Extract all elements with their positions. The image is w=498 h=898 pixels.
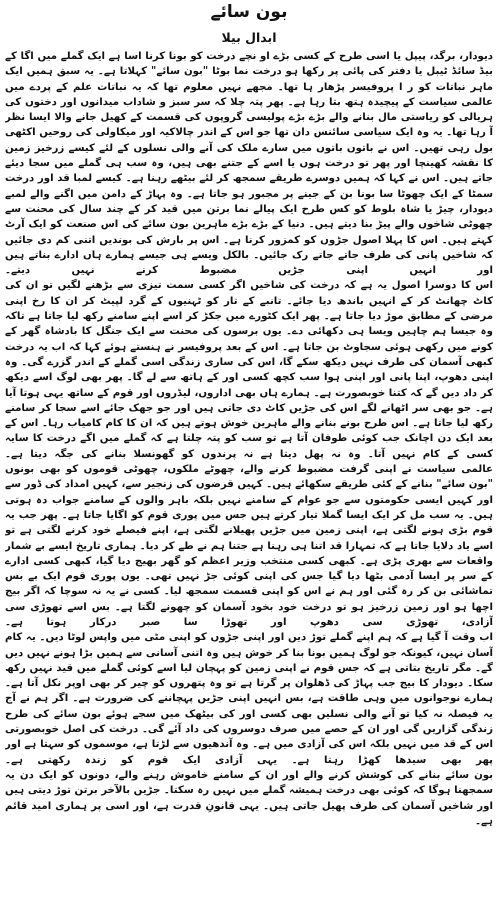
paragraph: دیودار، برگد، پیپل یا اسی طرح کے کسی بڑے او نچے درخت کو بونا کرنا اسا ہے ایک گملے میں اگا کے بیڈ سائڈ ٹیبل یا دفتر کی پائی پر رکھا ہو درخت نما بوٹا "بون سائے" کہلاتا ہے۔ یہ سبق ہمیں ایک ماہر نباتات کو ر ا پروفیسر پڑھار ہا تھا۔ مجھے نہیں معلوم تھا کہ یہ نباتات علم کے پردے میں عالمی سیاست کے پیچیدہ ہتھ بتا رہا ہے۔ پھر پتہ چلا کہ سر سبز و شاداب میدانوں اور دختوں کی ہریالی کو ریاستی مال بنانے والے بڑے بڑے پولیسی گروپوں کی قسمت کے کھیل جانے والا ایسا نظر آ رہا تھا۔ یہ وہ ایک سیاسی سائنس دان تھا جو اس کے اندر چالاکیہ اور میکاولی کی روحیں اکٹھی بول رہی تھیں۔ اس نے باتوں باتوں میں سارے ملک کی آنے والی نسلوں کے لئے کیسے زرخیز زمین کا نقشہ کھینچا اور پھر تو درخت ہوں یا اسے کے جتنے بھی ہیں، وہ سب ہی گملے میں سجا دیئے جاتے ہیں۔ اس نے کہا کہ ہمیں دوسرے طریقے سمجھ کر لئے بیٹھے رہنا ہے۔ کیسے لمبا قد اور درخت سمٹا کے ایک چھوٹا سا بونا بن کے جینے پر مجبور ہو جاتا ہے۔ وہ پہاڑ کے دامن میں اگنے والے لمبے دیودار، چیڑ یا شاہ بلوط کو کس طرح ایک پیالے نما برتن میں قید کر کے چند سال کی محنت سے چھوٹی شاخوں والے پیڑ بنا دیتے ہیں۔ دنیا کے بڑے بڑے ماہرین بون سائے کی اس صنعت کو ایک آرٹ کہتے ہیں۔ اس کا پہلا اصول جڑوں کو کمزور کرنا ہے۔ اس پر بارش کی بوندیں اتنی کم دی جائیں کہ شاخیں پانی کی طرف جاتے جاتے رک جائیں۔ بالکل ویسے ہی جیسے ہمارے ہاں ادارے بناتے ہیں اور انہیں اپنی جڑیں مضبوط کرنے نہیں دیتے۔ <box>5 51 493 277</box>
paragraph: اب وقت آ گیا ہے کہ ہم اپنے گملے توڑ دیں اور اپنی جڑوں کو اپنی مٹی میں واپس لوٹا دیں۔ یہ کام آسان نہیں، کیونکہ جو لوگ ہمیں بونا بنا کر خوش ہیں وہ اتنی آسانی سے ہمیں بڑا ہونے نہیں دیں گے۔ مگر تاریخ بتاتی ہے کہ جس قوم نے اپنی زمین کو پہچان لیا اسے کوئی گملے میں قید نہیں رکھ سکا۔ دیودار کا بیج جب پہاڑ کی ڈھلوان پر گرتا ہے تو وہ پتھروں کو چیر کر بھی اوپر نکل آتا ہے۔ ہمارے نوجوانوں میں وہی طاقت ہے، بس انہیں اپنی جڑیں پہچاننے کی ضرورت ہے۔ اگر ہم نے آج یہ فیصلہ نہ کیا تو آنے والی نسلیں بھی کسی اور کی بیٹھک میں سجے ہوئے بون سائے کی طرح زندگی گزاریں گی اور ان کے حصے میں صرف دوسروں کی داد آئے گی۔ درخت کی اصل خوبصورتی اس کے قد میں نہیں بلکہ اس کی آزادی میں ہے۔ وہ آندھیوں سے لڑتا ہے، موسموں کو سہتا ہے اور پھر بھی سیدھا کھڑا رہتا ہے۔ یہی آزادی ایک قوم کو زندہ رکھتی ہے۔ <box>5 632 493 766</box>
article-body <box>5 49 493 895</box>
paragraph: عالمی سیاست نے اپنی گرفت مضبوط کرنے والے، چھوٹے ملکوں، چھوٹی قوموں کو بھی بونوں "بون سائے" بنانے کے کئی طریقے سکھائے ہیں۔ کہیں قرضوں کی زنجیر سے، کہیں امداد کی ڈور سے اور کہیں ایسی حکومتوں سے جو عوام کے سامنے نہیں بلکہ باہر والوں کے سامنے جواب دہ ہوتی ہیں۔ یہ سب مل کر ایک ایسا گملا تیار کرتے ہیں جس میں پوری قوم کو اگایا جاتا ہے۔ پھر جب یہ قوم بڑی ہونے لگتی ہے، اپنی زمین میں جڑیں پھیلانے لگتی ہے، اپنے فیصلے خود کرنے لگتی ہے تو اسے یاد دلایا جاتا ہے کہ تمہارا قد اتنا ہی رہنا ہے جتنا ہم نے طے کر دیا۔ ہماری تاریخ ایسے بے شمار واقعات سے بھری پڑی ہے۔ کبھی کسی منتخب وزیر اعظم کو گھر بھیج دیا گیا، کبھی کسی ادارے کے سر پر ایسا آدمی بٹھا دیا گیا جس کی اپنی کوئی جڑ نہیں تھی۔ یوں پوری قوم ایک بے بس تماشائی بن کر رہ گئی اور ہم نے اس کو اپنی قسمت سمجھ لیا۔ کسی نے یہ نہ سوچا کہ اگر بیج اچھا ہو اور زمین زرخیز ہو تو درخت خود بخود آسمان کو چھونے لگتا ہے۔ بس اسے تھوڑی سی آزادی، تھوڑی سی دھوپ اور تھوڑا سا صبر درکار ہوتا ہے۔ <box>5 464 493 628</box>
column-title: بون سائے <box>210 2 288 22</box>
paragraph: بون سائے بنانے کی کوشش کرنے والے اور ان کے سامنے خاموش رہنے والے، دونوں کو ایک دن یہ سمجھنا ہوگا کہ کوئی بھی درخت ہمیشہ گملے میں نہیں رہ سکتا۔ جڑیں بالآخر برتن توڑ دیتی ہیں اور شاخیں آسمان کی طرف پھیل جاتی ہیں۔ یہی قانونِ قدرت ہے، اور اسی پر ہماری امید قائم ہے۔ <box>5 769 493 827</box>
author-byline: ابدال بیلا <box>221 30 277 45</box>
paragraph: اس کا دوسرا اصول یہ ہے کہ درخت کی شاخیں اگر کسی سمت تیزی سے بڑھنے لگیں تو ان کی کاٹ چھانٹ کر کے انہیں باندھ دیا جائے۔ تانبے کے تار کو ٹہنیوں کے گرد لپیٹ کر ان کا رخ اپنی مرضی کے مطابق موڑ دیا جاتا ہے۔ پھر ایک کٹورے میں جکڑ کر اسے اپنے سامنے رکھ لیا جاتا ہے تاکہ وہ جیسا ہم چاہیں ویسا ہی دکھائی دے۔ یوں برسوں کی محنت سے ایک جنگل کا بادشاہ گھر کے کونے میں رکھی ہوئی سجاوٹ بن جاتا ہے۔ اس کے بعد پروفیسر نے ہنستے ہوئے کہا کہ اب یہ درخت کبھی آسمان کی طرف نہیں دیکھ سکے گا، اس کی ساری زندگی اسی گملے کے اندر گزرے گی۔ وہ اپنی دھوپ، اپنا پانی اور اپنی ہوا سب کچھ کسی اور کے ہاتھ سے لے گا۔ پھر بھی لوگ اسے دیکھ کر داد دیں گے کہ کتنا خوبصورت ہے۔ ہمارے ہاں بھی اداروں، لیڈروں اور قوم کے ساتھ یہی ہوتا آیا ہے۔ جو بھی سر اٹھانے لگے اس کی جڑیں کاٹ دی جاتی ہیں اور جو جھک جائے اسے سجا کر سامنے رکھ لیا جاتا ہے۔ اس طرح بونے بنانے والے ماہرین خوش ہوتے ہیں کہ ان کا کام کامیاب رہا۔ اس کے بعد ایک دن اچانک جب کوئی طوفان آتا ہے تو سب کو پتہ چلتا ہے کہ گملے میں اگے درخت کا سایہ کسی کے کام نہیں آتا۔ وہ نہ پھل دیتا ہے نہ پرندوں کو گھونسلا بنانے کی جگہ دیتا ہے۔ <box>5 280 493 460</box>
